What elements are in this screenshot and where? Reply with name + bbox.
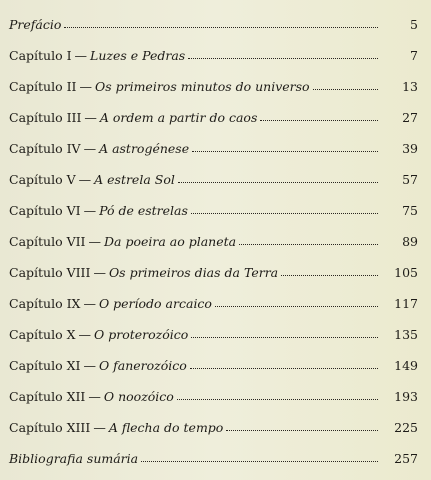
toc-entry [9, 187, 418, 218]
toc-entry [9, 373, 418, 404]
toc-entry [9, 311, 418, 342]
separator-dash: — [93, 264, 106, 280]
chapter-number: Capítulo X [9, 326, 76, 342]
toc-entry-label [9, 47, 186, 64]
toc-entry [9, 249, 418, 280]
page-number: 7 [410, 47, 418, 63]
toc-entry [9, 342, 418, 373]
chapter-number: Capítulo IX [9, 295, 81, 311]
dot-leader [192, 150, 378, 152]
page-number: 39 [402, 140, 418, 156]
separator-dash: — [83, 140, 97, 156]
chapter-number: Capítulo XII [9, 388, 86, 404]
dot-leader [178, 181, 378, 183]
page-number: 105 [394, 264, 418, 280]
chapter-number: Capítulo VII [9, 233, 86, 249]
chapter-title: O período arcaico [98, 295, 212, 311]
page-number: 27 [402, 109, 418, 125]
dot-leader [177, 398, 378, 400]
separator-dash: — [78, 326, 91, 342]
toc-entry [9, 2, 418, 32]
toc-entry-label [9, 357, 187, 374]
toc-entry [9, 435, 418, 466]
toc-entry [9, 94, 418, 125]
separator-dash: — [74, 47, 88, 63]
chapter-title: O proterozóico [94, 326, 189, 342]
page-number: 135 [394, 326, 418, 342]
toc-entry-label [9, 419, 224, 436]
page-number: 57 [402, 171, 418, 187]
chapter-title: A flecha do tempo [108, 419, 224, 435]
dot-leader [239, 243, 378, 245]
page-number: 225 [394, 419, 418, 435]
toc-entry-label [9, 202, 188, 219]
toc-entry-label [9, 78, 310, 95]
chapter-number: Capítulo XIII [9, 419, 91, 435]
toc-entry [9, 32, 418, 63]
toc-entry-label [9, 171, 175, 188]
dot-leader [215, 305, 378, 307]
chapter-title: A estrela Sol [94, 171, 175, 187]
toc-entry [9, 404, 418, 435]
dot-leader [260, 119, 378, 121]
page-number: 75 [402, 202, 418, 218]
page-number: 5 [410, 16, 418, 32]
separator-dash: — [88, 233, 101, 249]
separator-dash: — [83, 295, 96, 311]
separator-dash: — [78, 171, 92, 187]
chapter-title: A astrogénese [99, 140, 190, 156]
chapter-number: Capítulo II [9, 78, 77, 94]
page-number: 257 [394, 450, 418, 466]
chapter-title: Prefácio [9, 16, 62, 32]
chapter-title: Bibliografia sumária [9, 450, 139, 466]
page-number: 193 [394, 388, 418, 404]
chapter-title: O noozóico [103, 388, 174, 404]
toc-entry-label [9, 233, 237, 250]
separator-dash: — [84, 109, 97, 125]
chapter-number: Capítulo VI [9, 202, 81, 218]
toc-entry [9, 63, 418, 94]
separator-dash: — [79, 78, 92, 94]
toc-entry [9, 280, 418, 311]
toc-entry [9, 156, 418, 187]
chapter-number: Capítulo III [9, 109, 82, 125]
chapter-number: Capítulo IV [9, 140, 81, 156]
dot-leader [191, 336, 378, 338]
chapter-number: Capítulo XI [9, 357, 81, 373]
chapter-title: Da poeira ao planeta [104, 233, 237, 249]
dot-leader [64, 26, 378, 28]
separator-dash: — [88, 388, 101, 404]
chapter-number: Capítulo VIII [9, 264, 91, 280]
page-number: 149 [394, 357, 418, 373]
dot-leader [226, 429, 378, 431]
table-of-contents [9, 2, 418, 466]
toc-entry-label [9, 295, 212, 312]
dot-leader [141, 460, 378, 462]
chapter-title: Os primeiros dias da Terra [108, 264, 279, 280]
toc-entry [9, 125, 418, 156]
dot-leader [281, 274, 378, 276]
page-number: 89 [402, 233, 418, 249]
dot-leader [313, 88, 378, 90]
chapter-title: Luzes e Pedras [90, 47, 186, 63]
page-number: 117 [394, 295, 418, 311]
chapter-title: Os primeiros minutos do universo [94, 78, 310, 94]
chapter-number: Capítulo I [9, 47, 72, 63]
toc-entry-label [9, 140, 190, 157]
chapter-title: A ordem a partir do caos [99, 109, 258, 125]
separator-dash: — [83, 202, 97, 218]
toc-entry-label [9, 264, 279, 281]
dot-leader [190, 367, 378, 369]
toc-entry-label [9, 16, 62, 33]
dot-leader [191, 212, 378, 214]
toc-entry [9, 218, 418, 249]
chapter-title: O fanerozóico [98, 357, 187, 373]
toc-entry-label [9, 109, 258, 126]
chapter-title: Pó de estrelas [99, 202, 188, 218]
chapter-number: Capítulo V [9, 171, 76, 187]
separator-dash: — [83, 357, 96, 373]
separator-dash: — [93, 419, 106, 435]
toc-entry-label [9, 388, 174, 405]
toc-entry-label [9, 450, 139, 467]
page-number: 13 [402, 78, 418, 94]
toc-entry-label [9, 326, 189, 343]
dot-leader [188, 57, 378, 59]
